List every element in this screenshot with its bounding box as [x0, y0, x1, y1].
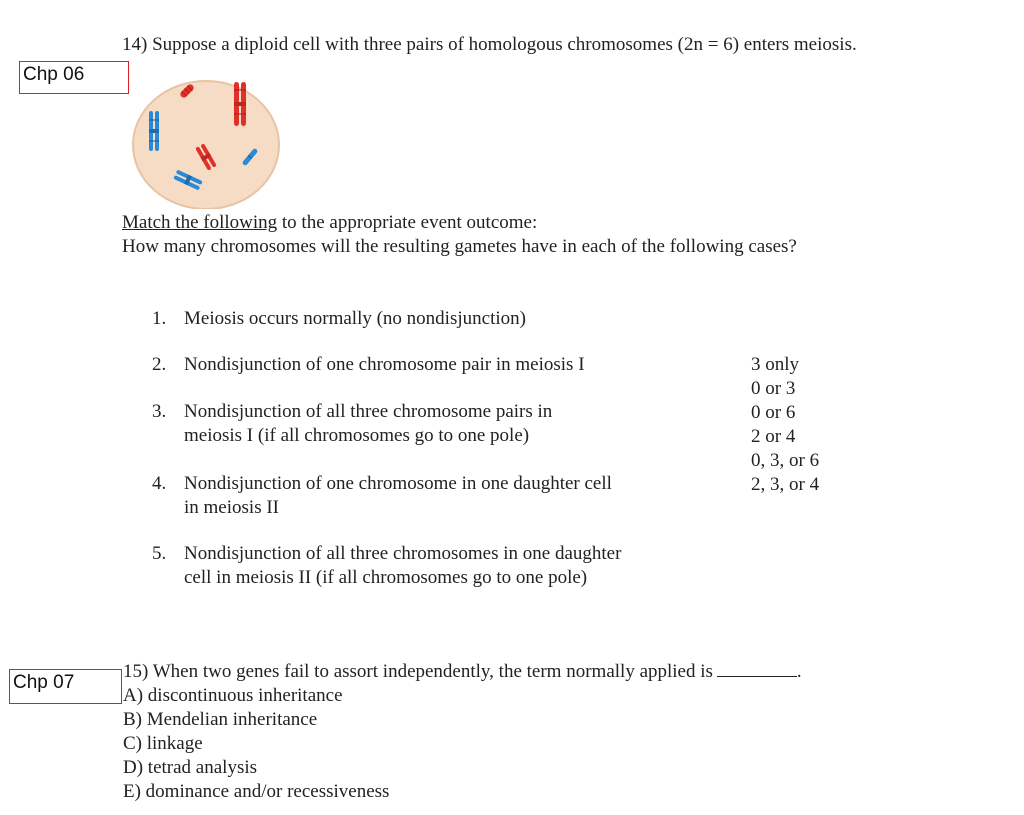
- case-text: Nondisjunction of one chromosome in one daughter cell in meiosis II: [184, 473, 612, 518]
- question-14-prompt: 14) Suppose a diploid cell with three pairs of homologous chromosomes (2n = 6) enters meiosis.: [122, 34, 857, 55]
- answer-choice: 0 or 3: [751, 378, 796, 399]
- case-number: 5.: [152, 543, 167, 564]
- answer-blank: [717, 660, 797, 677]
- chapter-label-07: Chp 07: [9, 669, 122, 704]
- question-15-text: 15) When two genes fail to assort independently, the term normally applied is: [123, 661, 713, 682]
- answer-choice: 0, 3, or 6: [751, 450, 820, 471]
- match-instruction-rest: to the appropriate event outcome:: [277, 212, 538, 233]
- question-15-options: [123, 684, 389, 804]
- case-text: Meiosis occurs normally (no nondisjunction): [184, 308, 526, 329]
- question-15-prompt: [123, 660, 802, 684]
- case-number: 2.: [152, 354, 167, 375]
- case-number: 3.: [152, 401, 167, 422]
- answer-choice: 3 only: [751, 354, 800, 375]
- option-a: A) discontinuous inheritance: [123, 685, 343, 706]
- option-b: B) Mendelian inheritance: [123, 709, 318, 730]
- answer-choices: [751, 353, 819, 497]
- match-instruction: [122, 211, 537, 235]
- case-text: Nondisjunction of all three chromosome pairs in meiosis I (if all chromosomes go to one pole): [184, 401, 553, 446]
- cell-with-chromosomes-figure: [130, 79, 282, 209]
- answer-choice: 2, 3, or 4: [751, 474, 820, 495]
- match-instruction-underlined: Match the following: [122, 212, 278, 233]
- cell-body: [133, 81, 279, 209]
- chapter-label-06: Chp 06: [19, 61, 129, 94]
- option-d: D) tetrad analysis: [123, 757, 258, 778]
- answer-choice: 0 or 6: [751, 402, 796, 423]
- question-15-end: .: [796, 661, 802, 682]
- case-number: 4.: [152, 473, 167, 494]
- case-text: Nondisjunction of one chromosome pair in meiosis I: [184, 354, 585, 375]
- case-text: Nondisjunction of all three chromosomes in one daughter cell in meiosis II (if all chromosomes go to one pole): [184, 543, 622, 588]
- option-e: E) dominance and/or recessiveness: [123, 781, 390, 802]
- option-c: C) linkage: [123, 733, 203, 754]
- case-number: 1.: [152, 308, 167, 329]
- match-instruction-line2: How many chromosomes will the resulting gametes have in each of the following cases?: [122, 236, 797, 257]
- answer-choice: 2 or 4: [751, 426, 796, 447]
